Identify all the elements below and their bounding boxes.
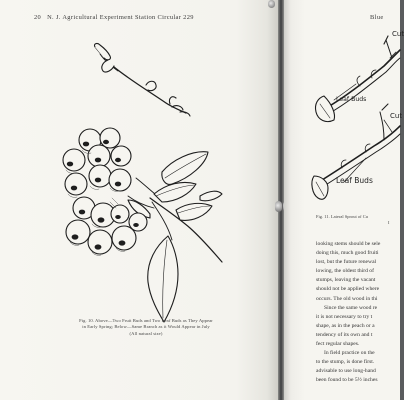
body-line: Since the same wood re bbox=[324, 304, 378, 311]
body-line: lost, but the future renewal bbox=[316, 259, 377, 266]
running-head-title: N. J. Agricultural Experiment Station Circular 229 bbox=[47, 14, 194, 21]
label-cut-top: Cut bbox=[392, 30, 404, 38]
caption-line-2: in Early Spring; Below—Same Branch as it Would Appear in July bbox=[82, 324, 210, 330]
body-line: occurs. The old wood in thi bbox=[316, 295, 378, 302]
right-page bbox=[284, 0, 404, 400]
label-cut-lower: Cut bbox=[390, 112, 403, 120]
spring-twig-drawing bbox=[94, 44, 190, 116]
body-text bbox=[316, 240, 400, 386]
body-line: been found to be 5½ inches bbox=[316, 377, 378, 384]
body-line: In field practice on the bbox=[324, 350, 375, 357]
binder-ring-left bbox=[275, 201, 282, 212]
page-number: 20 bbox=[34, 14, 42, 21]
right-running-head: Blue bbox=[370, 14, 384, 21]
body-line: tendency of its own and t bbox=[316, 331, 373, 338]
body-line: to the stump, is done first. bbox=[316, 359, 375, 366]
leaves-drawing bbox=[128, 152, 222, 322]
body-line: should not be applied where bbox=[316, 286, 380, 293]
caption-line-3: (All natural size) bbox=[129, 330, 163, 336]
body-line: fect regular shapes. bbox=[316, 341, 360, 348]
figure-11-caption bbox=[316, 214, 400, 226]
body-line: lowing, the oldest third of bbox=[316, 268, 374, 275]
body-line: shape, as in the peach or a bbox=[316, 322, 375, 329]
body-line: looking stems should be sele bbox=[316, 241, 381, 247]
figure-10-caption bbox=[30, 318, 262, 337]
fig11-caption-line-1: Fig. 11. Lateral Sprout of Cu bbox=[316, 214, 368, 219]
fig11-caption-line-2: I bbox=[388, 220, 390, 226]
label-leaf-buds-upper: Leaf Buds bbox=[336, 96, 367, 103]
body-line: it is not necessary to try t bbox=[316, 313, 373, 320]
caption-line-1: Fig. 10. Above—Two Fruit Buds and Two Leaf Buds as They Appear bbox=[79, 318, 213, 323]
body-line: stumps, leaving the vacant bbox=[316, 277, 376, 284]
binder-ring-top bbox=[268, 0, 275, 8]
body-line: doing this, much good fruiti bbox=[316, 250, 379, 257]
label-leaf-buds-lower: Leaf Buds bbox=[336, 176, 373, 185]
body-line: advisable to use long-hand bbox=[316, 368, 376, 375]
